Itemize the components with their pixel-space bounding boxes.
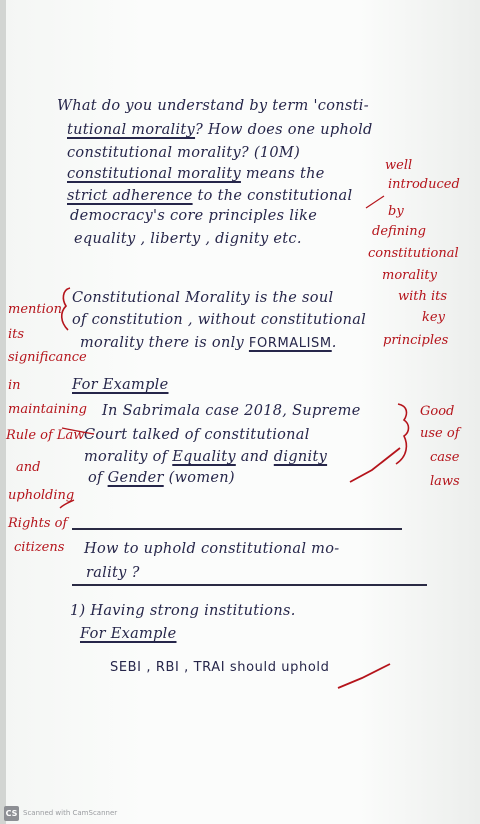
remark-left-line: Rights of	[8, 516, 68, 531]
intro-line-4: equality , liberty , dignity etc.	[74, 231, 302, 247]
scanner-footer	[4, 805, 117, 821]
page-spine-shadow	[0, 0, 6, 824]
intro-line-2	[67, 188, 352, 204]
example-line-4-pre: of	[88, 470, 108, 486]
remark-right-2-line: use of	[420, 426, 460, 441]
intro-line-1	[67, 166, 325, 182]
example-line-3-mid: and	[235, 449, 274, 465]
camscanner-logo: CS	[4, 806, 19, 821]
remark-right-1-line: defining	[372, 224, 426, 239]
formalism-term: FORMALISM	[248, 336, 332, 351]
remark-left-line: significance	[8, 350, 87, 365]
example-heading-2: For Example	[80, 626, 177, 642]
remark-1-arrow	[366, 196, 384, 208]
point-1-example-line: SEBI , RBI , TRAI should uphold	[110, 660, 330, 675]
remark-left-line: citizens	[14, 540, 65, 555]
question-line-2-rest: ? How does one uphold	[195, 122, 373, 138]
section-2-line-1: How to uphold constitutional mo-	[84, 541, 340, 557]
left-bracket-mark	[62, 288, 70, 330]
example-line-3-pre: morality of	[84, 449, 173, 465]
camscanner-label: Scanned with CamScanner	[23, 809, 118, 817]
remark-right-2-line: Good	[420, 404, 455, 419]
question-line-3: constitutional morality? (10M)	[67, 145, 301, 161]
example-line-1: In Sabrimala case 2018, Supreme	[102, 403, 361, 419]
remark-left-line: in	[8, 378, 21, 393]
question-term: tutional morality	[67, 122, 196, 138]
intro-line-2-rest: to the constitutional	[192, 188, 353, 204]
soul-line-3	[80, 335, 337, 351]
point-1-text: 1) Having strong institutions.	[70, 603, 296, 619]
intro-line-3: democracy's core principles like	[70, 208, 318, 224]
soul-line-1: Constitutional Morality is the soul	[72, 290, 334, 306]
remark-right-1-line: key	[422, 310, 445, 325]
question-line-1: What do you understand by term 'consti-	[57, 98, 369, 114]
remark-right-1-line: constitutional	[368, 246, 459, 261]
remark-left-line: maintaining	[8, 402, 87, 417]
remark-left-line: Rule of Law	[6, 428, 85, 443]
intro-line-1-rest: means the	[240, 166, 325, 182]
equality-term: Equality	[172, 449, 236, 465]
remark-right-2-line: case	[430, 450, 460, 465]
remark-left-line: upholding	[8, 488, 75, 503]
example-heading-1: For Example	[72, 377, 169, 393]
soul-line-3-pre: morality there is only	[80, 335, 249, 351]
example-line-2: Court talked of constitutional	[84, 427, 310, 443]
section-divider-top	[72, 528, 402, 530]
example-line-4-post: (women)	[163, 470, 235, 486]
right-brace-mark	[396, 404, 409, 464]
dignity-term: dignity	[273, 449, 328, 465]
intro-term: constitutional morality	[67, 166, 241, 182]
question-line-2	[67, 122, 373, 138]
remark-right-1-line: well	[385, 158, 413, 173]
section-divider-bottom	[72, 584, 427, 586]
soul-line-3-post: .	[331, 335, 337, 351]
soul-line-2: of constitution , without constitutional	[72, 312, 367, 328]
tick-mark-2	[338, 664, 390, 688]
remark-left-line: its	[8, 327, 25, 342]
remark-right-1-line: principles	[383, 333, 449, 348]
remark-right-1-line: morality	[382, 268, 438, 283]
example-line-3	[84, 449, 327, 465]
remark-right-2-line: laws	[430, 474, 460, 489]
remark-right-1-line: by	[388, 204, 404, 219]
intro-adherence: strict adherence	[67, 188, 193, 204]
example-line-4	[88, 470, 235, 486]
remark-left-line: and	[16, 460, 41, 475]
remark-right-1-line: with its	[398, 289, 448, 304]
gender-term: Gender	[107, 470, 164, 486]
remark-left-line: mention	[8, 302, 62, 317]
remark-right-1-line: introduced	[388, 177, 460, 192]
section-2-line-2: rality ?	[86, 565, 140, 581]
tick-mark-1	[350, 448, 400, 482]
